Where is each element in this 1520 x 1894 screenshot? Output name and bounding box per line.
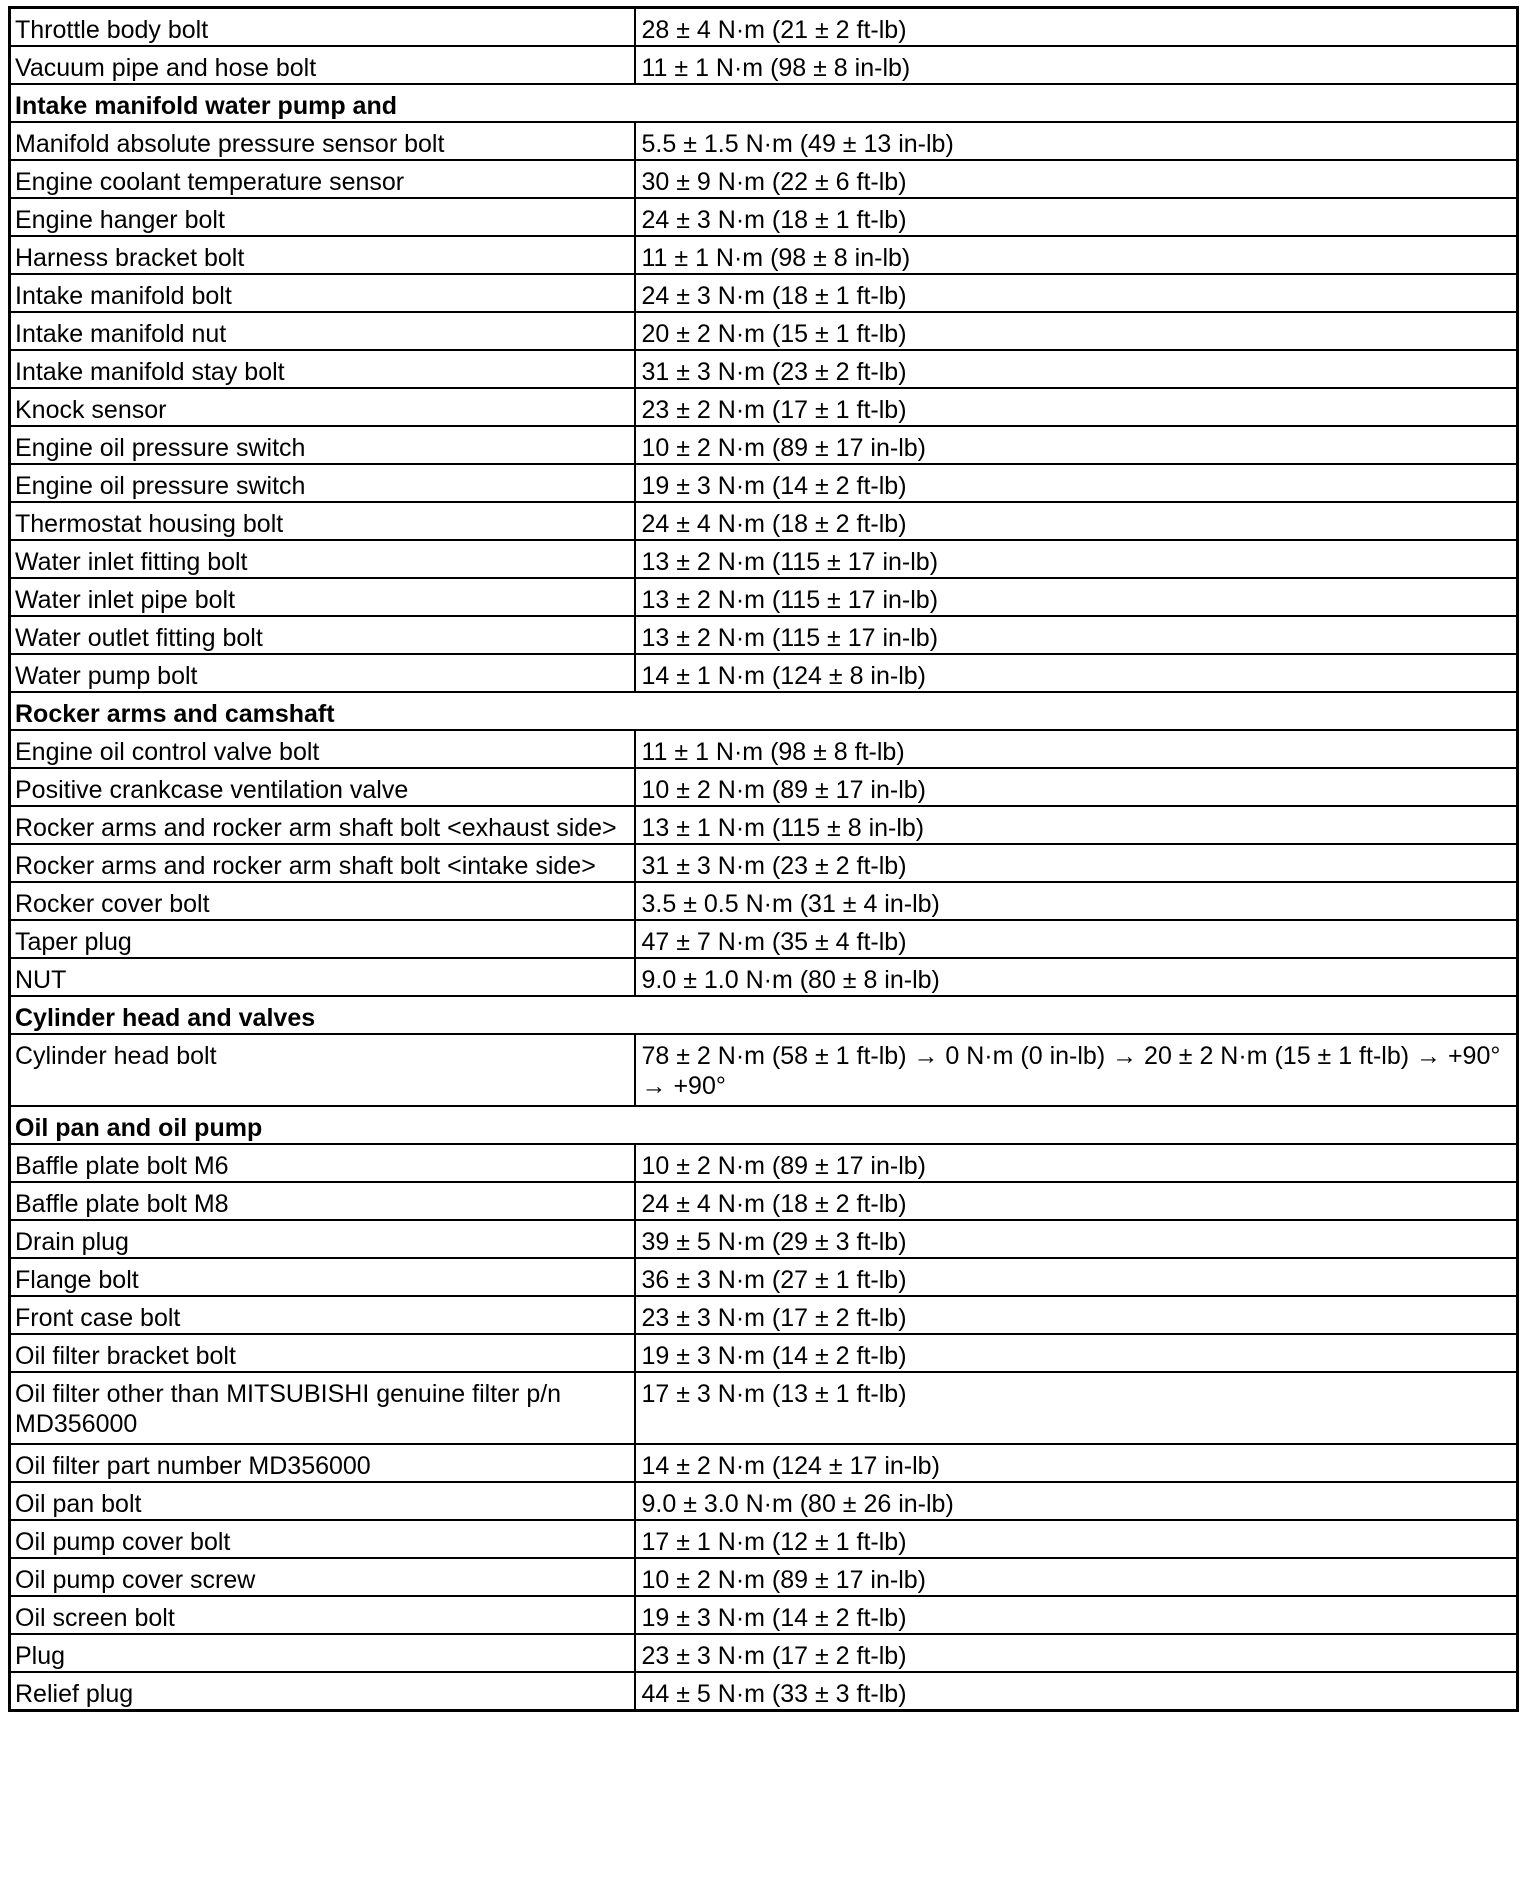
table-row xyxy=(10,8,1518,47)
torque-value-cell: 13 ± 2 N·m (115 ± 17 in-lb) xyxy=(635,578,1518,616)
item-name-cell: Water inlet fitting bolt xyxy=(10,540,635,578)
section-title: Oil pan and oil pump xyxy=(10,1106,1518,1144)
section-header-row xyxy=(10,996,1518,1034)
item-name-cell: Water pump bolt xyxy=(10,654,635,692)
table-row xyxy=(10,1034,1518,1106)
table-row xyxy=(10,1296,1518,1334)
table-row xyxy=(10,160,1518,198)
section-header-row xyxy=(10,1106,1518,1144)
item-name-cell: Oil filter other than MITSUBISHI genuine filter p/n MD356000 xyxy=(10,1372,635,1444)
table-row xyxy=(10,1182,1518,1220)
torque-value-cell: 14 ± 2 N·m (124 ± 17 in-lb) xyxy=(635,1444,1518,1482)
item-name-cell: Manifold absolute pressure sensor bolt xyxy=(10,122,635,160)
table-row xyxy=(10,198,1518,236)
section-header-row xyxy=(10,84,1518,122)
torque-value-cell: 11 ± 1 N·m (98 ± 8 in-lb) xyxy=(635,236,1518,274)
table-row xyxy=(10,1220,1518,1258)
table-row xyxy=(10,540,1518,578)
table-row xyxy=(10,312,1518,350)
item-name-cell: Oil screen bolt xyxy=(10,1596,635,1634)
table-row xyxy=(10,1520,1518,1558)
torque-value-cell: 10 ± 2 N·m (89 ± 17 in-lb) xyxy=(635,1144,1518,1182)
item-name-cell: Positive crankcase ventilation valve xyxy=(10,768,635,806)
torque-value-cell: 23 ± 3 N·m (17 ± 2 ft-lb) xyxy=(635,1296,1518,1334)
section-title: Cylinder head and valves xyxy=(10,996,1518,1034)
item-name-cell: Rocker arms and rocker arm shaft bolt <intake side> xyxy=(10,844,635,882)
table-row xyxy=(10,1596,1518,1634)
table-row xyxy=(10,350,1518,388)
table-row xyxy=(10,806,1518,844)
item-name-cell: Baffle plate bolt M8 xyxy=(10,1182,635,1220)
torque-spec-table-body xyxy=(10,8,1518,1711)
torque-value-cell: 24 ± 4 N·m (18 ± 2 ft-lb) xyxy=(635,1182,1518,1220)
torque-value-cell: 14 ± 1 N·m (124 ± 8 in-lb) xyxy=(635,654,1518,692)
torque-value-cell: 13 ± 2 N·m (115 ± 17 in-lb) xyxy=(635,540,1518,578)
table-row xyxy=(10,1482,1518,1520)
item-name-cell: Drain plug xyxy=(10,1220,635,1258)
table-row xyxy=(10,122,1518,160)
item-name-cell: Engine hanger bolt xyxy=(10,198,635,236)
torque-value-cell: 10 ± 2 N·m (89 ± 17 in-lb) xyxy=(635,1558,1518,1596)
item-name-cell: Thermostat housing bolt xyxy=(10,502,635,540)
table-row xyxy=(10,1334,1518,1372)
item-name-cell: Taper plug xyxy=(10,920,635,958)
torque-value-cell: 24 ± 4 N·m (18 ± 2 ft-lb) xyxy=(635,502,1518,540)
torque-value-cell: 20 ± 2 N·m (15 ± 1 ft-lb) xyxy=(635,312,1518,350)
torque-value-cell: 24 ± 3 N·m (18 ± 1 ft-lb) xyxy=(635,274,1518,312)
table-row xyxy=(10,274,1518,312)
torque-value-cell: 36 ± 3 N·m (27 ± 1 ft-lb) xyxy=(635,1258,1518,1296)
item-name-cell: Engine oil pressure switch xyxy=(10,426,635,464)
item-name-cell: Intake manifold nut xyxy=(10,312,635,350)
item-name-cell: Oil filter bracket bolt xyxy=(10,1334,635,1372)
table-row xyxy=(10,46,1518,84)
torque-value-cell: 19 ± 3 N·m (14 ± 2 ft-lb) xyxy=(635,464,1518,502)
torque-value-cell: 19 ± 3 N·m (14 ± 2 ft-lb) xyxy=(635,1596,1518,1634)
table-row xyxy=(10,426,1518,464)
torque-value-cell: 31 ± 3 N·m (23 ± 2 ft-lb) xyxy=(635,844,1518,882)
torque-value-cell: 28 ± 4 N·m (21 ± 2 ft-lb) xyxy=(635,8,1518,47)
torque-value-cell: 23 ± 2 N·m (17 ± 1 ft-lb) xyxy=(635,388,1518,426)
torque-value-cell: 23 ± 3 N·m (17 ± 2 ft-lb) xyxy=(635,1634,1518,1672)
table-row xyxy=(10,1558,1518,1596)
torque-value-cell: 31 ± 3 N·m (23 ± 2 ft-lb) xyxy=(635,350,1518,388)
item-name-cell: Intake manifold bolt xyxy=(10,274,635,312)
table-row xyxy=(10,236,1518,274)
item-name-cell: Cylinder head bolt xyxy=(10,1034,635,1106)
torque-value-cell: 10 ± 2 N·m (89 ± 17 in-lb) xyxy=(635,426,1518,464)
item-name-cell: Plug xyxy=(10,1634,635,1672)
item-name-cell: NUT xyxy=(10,958,635,996)
item-name-cell: Front case bolt xyxy=(10,1296,635,1334)
table-row xyxy=(10,730,1518,768)
item-name-cell: Water inlet pipe bolt xyxy=(10,578,635,616)
torque-value-cell: 11 ± 1 N·m (98 ± 8 in-lb) xyxy=(635,46,1518,84)
table-row xyxy=(10,1634,1518,1672)
item-name-cell: Knock sensor xyxy=(10,388,635,426)
table-row xyxy=(10,882,1518,920)
table-row xyxy=(10,958,1518,996)
table-row xyxy=(10,1672,1518,1711)
item-name-cell: Oil filter part number MD356000 xyxy=(10,1444,635,1482)
table-row xyxy=(10,1372,1518,1444)
torque-value-cell: 44 ± 5 N·m (33 ± 3 ft-lb) xyxy=(635,1672,1518,1711)
table-row xyxy=(10,844,1518,882)
table-row xyxy=(10,1258,1518,1296)
torque-value-cell: 13 ± 2 N·m (115 ± 17 in-lb) xyxy=(635,616,1518,654)
item-name-cell: Oil pump cover screw xyxy=(10,1558,635,1596)
torque-value-cell: 78 ± 2 N·m (58 ± 1 ft-lb) → 0 N·m (0 in-lb) → 20 ± 2 N·m (15 ± 1 ft-lb) → +90° → +90° xyxy=(635,1034,1518,1106)
item-name-cell: Vacuum pipe and hose bolt xyxy=(10,46,635,84)
item-name-cell: Baffle plate bolt M6 xyxy=(10,1144,635,1182)
table-row xyxy=(10,616,1518,654)
table-row xyxy=(10,1144,1518,1182)
torque-value-cell: 13 ± 1 N·m (115 ± 8 in-lb) xyxy=(635,806,1518,844)
table-row xyxy=(10,464,1518,502)
item-name-cell: Oil pump cover bolt xyxy=(10,1520,635,1558)
torque-spec-page xyxy=(8,6,1516,1712)
section-title: Intake manifold water pump and xyxy=(10,84,1518,122)
torque-value-cell: 39 ± 5 N·m (29 ± 3 ft-lb) xyxy=(635,1220,1518,1258)
item-name-cell: Engine oil control valve bolt xyxy=(10,730,635,768)
torque-value-cell: 47 ± 7 N·m (35 ± 4 ft-lb) xyxy=(635,920,1518,958)
torque-value-cell: 10 ± 2 N·m (89 ± 17 in-lb) xyxy=(635,768,1518,806)
item-name-cell: Oil pan bolt xyxy=(10,1482,635,1520)
torque-value-cell: 9.0 ± 3.0 N·m (80 ± 26 in-lb) xyxy=(635,1482,1518,1520)
item-name-cell: Water outlet fitting bolt xyxy=(10,616,635,654)
torque-value-cell: 9.0 ± 1.0 N·m (80 ± 8 in-lb) xyxy=(635,958,1518,996)
item-name-cell: Harness bracket bolt xyxy=(10,236,635,274)
torque-value-cell: 11 ± 1 N·m (98 ± 8 ft-lb) xyxy=(635,730,1518,768)
item-name-cell: Rocker cover bolt xyxy=(10,882,635,920)
item-name-cell: Intake manifold stay bolt xyxy=(10,350,635,388)
table-row xyxy=(10,920,1518,958)
torque-spec-table xyxy=(8,6,1519,1712)
torque-value-cell: 17 ± 3 N·m (13 ± 1 ft-lb) xyxy=(635,1372,1518,1444)
item-name-cell: Flange bolt xyxy=(10,1258,635,1296)
item-name-cell: Engine oil pressure switch xyxy=(10,464,635,502)
torque-value-cell: 5.5 ± 1.5 N·m (49 ± 13 in-lb) xyxy=(635,122,1518,160)
table-row xyxy=(10,502,1518,540)
item-name-cell: Relief plug xyxy=(10,1672,635,1711)
torque-value-cell: 19 ± 3 N·m (14 ± 2 ft-lb) xyxy=(635,1334,1518,1372)
item-name-cell: Engine coolant temperature sensor xyxy=(10,160,635,198)
torque-value-cell: 30 ± 9 N·m (22 ± 6 ft-lb) xyxy=(635,160,1518,198)
table-row xyxy=(10,654,1518,692)
table-row xyxy=(10,578,1518,616)
section-header-row xyxy=(10,692,1518,730)
torque-value-cell: 3.5 ± 0.5 N·m (31 ± 4 in-lb) xyxy=(635,882,1518,920)
table-row xyxy=(10,388,1518,426)
table-row xyxy=(10,1444,1518,1482)
torque-value-cell: 24 ± 3 N·m (18 ± 1 ft-lb) xyxy=(635,198,1518,236)
torque-value-cell: 17 ± 1 N·m (12 ± 1 ft-lb) xyxy=(635,1520,1518,1558)
item-name-cell: Throttle body bolt xyxy=(10,8,635,47)
item-name-cell: Rocker arms and rocker arm shaft bolt <exhaust side> xyxy=(10,806,635,844)
section-title: Rocker arms and camshaft xyxy=(10,692,1518,730)
table-row xyxy=(10,768,1518,806)
